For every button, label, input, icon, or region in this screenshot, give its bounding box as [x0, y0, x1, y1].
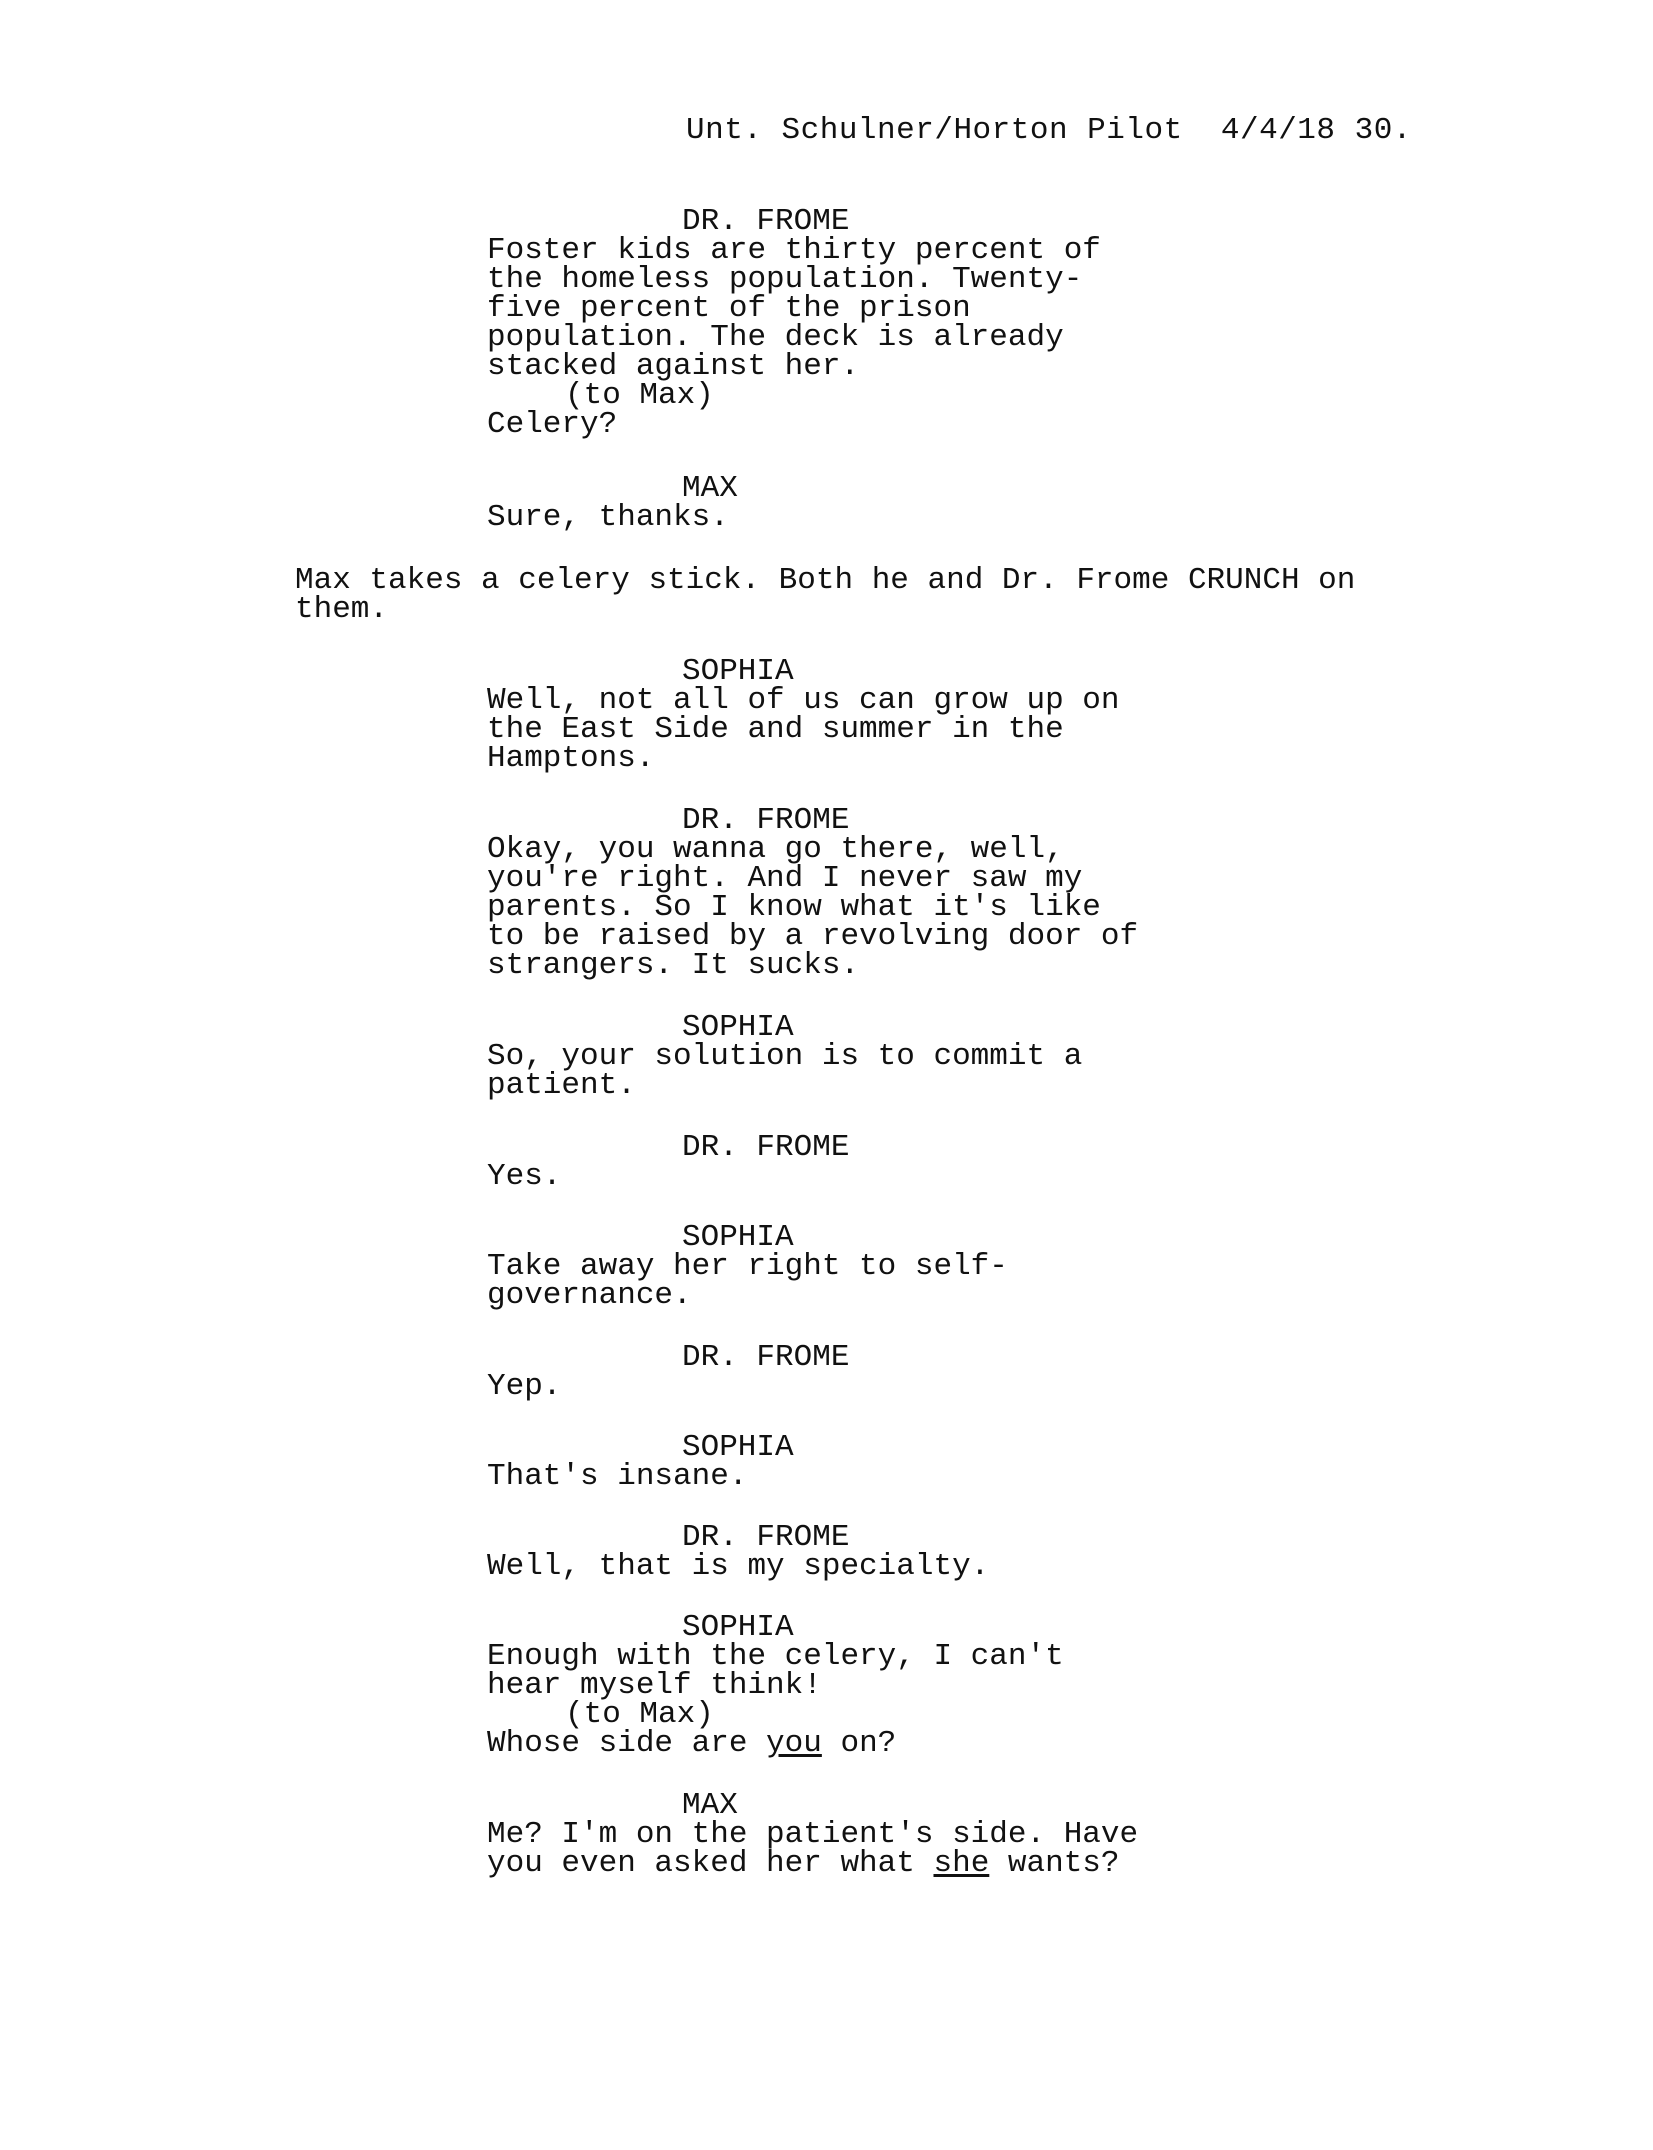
dialogue-line: strangers. It sucks. [487, 948, 860, 983]
dialogue-line: governance. [487, 1278, 692, 1313]
character-name: MAX [682, 1788, 738, 1823]
character-name: SOPHIA [682, 1610, 794, 1645]
character-name: MAX [682, 471, 738, 506]
dialogue-line: population. The deck is already [487, 320, 1064, 355]
dialogue-line [487, 1726, 897, 1761]
character-name: DR. FROME [682, 1340, 850, 1375]
dialogue-line: the East Side and summer in the [487, 712, 1064, 747]
page-header: Unt. Schulner/Horton Pilot 4/4/18 30. [686, 113, 1412, 148]
character-name: SOPHIA [682, 654, 794, 689]
dialogue-line: you're right. And I never saw my [487, 861, 1083, 896]
underlined-word: she [933, 1846, 990, 1881]
dialogue-line: patient. [487, 1068, 636, 1103]
dialogue-line: Okay, you wanna go there, well, [487, 832, 1064, 867]
dialogue-line: Well, that is my specialty. [487, 1549, 990, 1584]
action-line: them. [295, 592, 389, 627]
dialogue-line: Me? I'm on the patient's side. Have [487, 1817, 1139, 1852]
dialogue-text: Whose side are [487, 1726, 767, 1761]
action-line: Max takes a celery stick. Both he and Dr. Frome CRUNCH on [295, 563, 1356, 598]
dialogue-line: parents. So I know what it's like [487, 890, 1101, 925]
dialogue-line: Sure, thanks. [487, 500, 729, 535]
dialogue-line: the homeless population. Twenty- [487, 262, 1083, 297]
dialogue-line: five percent of the prison [487, 291, 971, 326]
character-name: SOPHIA [682, 1010, 794, 1045]
dialogue-line: Yes. [487, 1159, 562, 1194]
dialogue-line [487, 1846, 1120, 1881]
dialogue-line: to be raised by a revolving door of [487, 919, 1139, 954]
dialogue-line: stacked against her. [487, 349, 860, 384]
dialogue-line: Yep. [487, 1369, 562, 1404]
character-name: DR. FROME [682, 803, 850, 838]
dialogue-line: So, your solution is to commit a [487, 1039, 1083, 1074]
dialogue-line: Hamptons. [487, 741, 655, 776]
character-name: SOPHIA [682, 1220, 794, 1255]
parenthetical: (to Max) [565, 1697, 714, 1732]
dialogue-text: on? [821, 1726, 897, 1761]
dialogue-line: hear myself think! [487, 1668, 822, 1703]
character-name: DR. FROME [682, 1130, 850, 1165]
dialogue-line: Take away her right to self- [487, 1249, 1008, 1284]
underlined-word: you [766, 1726, 822, 1761]
parenthetical: (to Max) [565, 378, 714, 413]
dialogue-line: Enough with the celery, I can't [487, 1639, 1064, 1674]
dialogue-line: Foster kids are thirty percent of [487, 233, 1101, 268]
character-name: SOPHIA [682, 1430, 794, 1465]
dialogue-line: Celery? [487, 407, 618, 442]
dialogue-line: That's insane. [487, 1459, 748, 1494]
dialogue-text: you even asked her what [487, 1846, 934, 1881]
character-name: DR. FROME [682, 1520, 850, 1555]
dialogue-text: wants? [989, 1846, 1120, 1881]
character-name: DR. FROME [682, 204, 850, 239]
dialogue-line: Well, not all of us can grow up on [487, 683, 1120, 718]
